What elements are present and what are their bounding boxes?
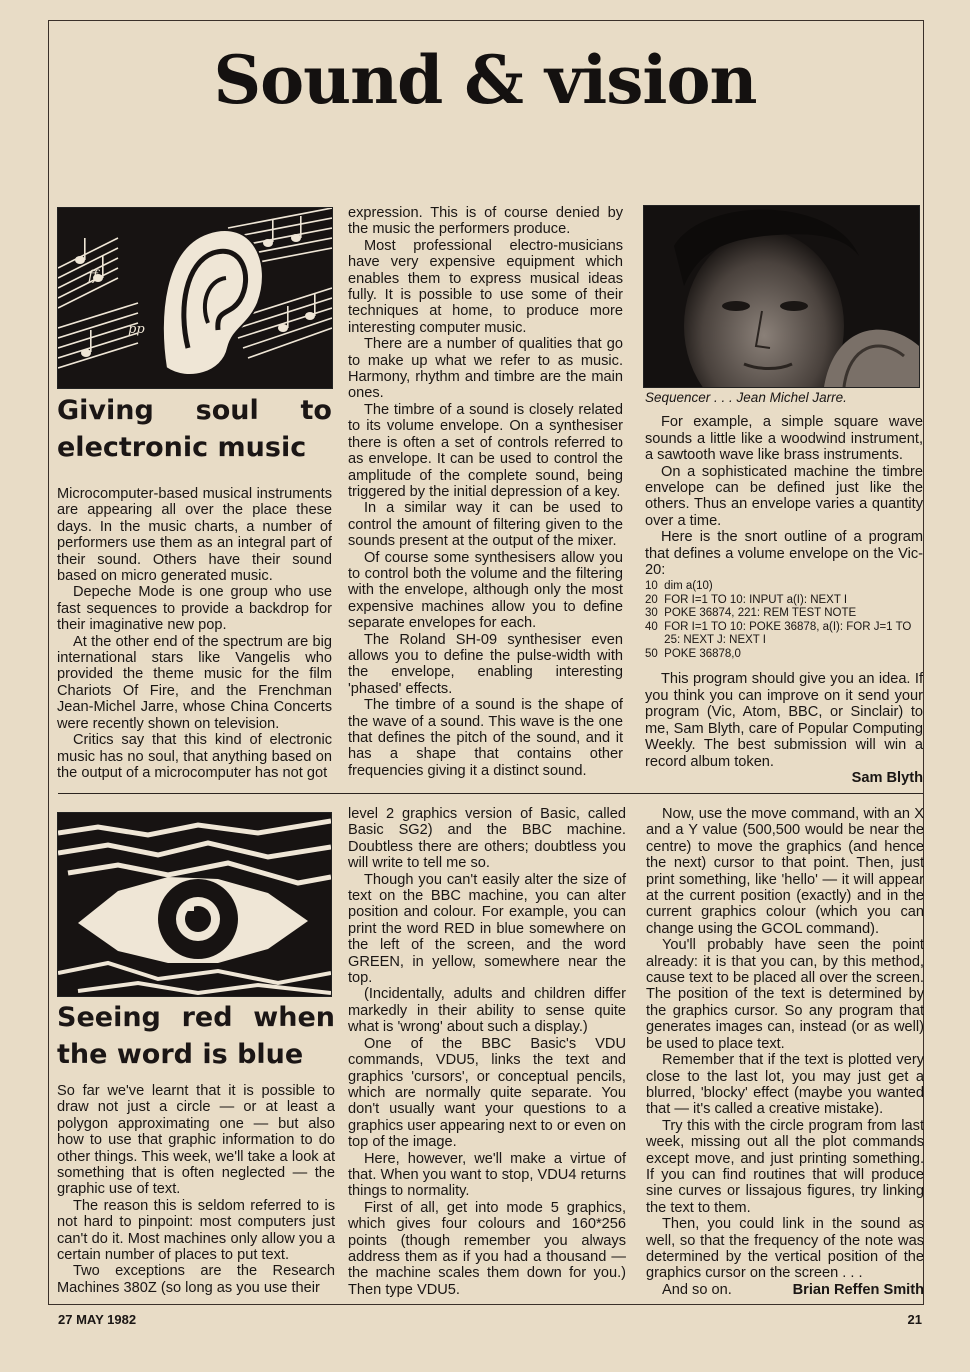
- paragraph: So far we've learnt that it is possible to draw not just a circle — or at least a polygon approximating one — but also how to use that graphic information to do other things. This week, we'll take a look at something that is often neglected — the graphic use of text.: [57, 1083, 335, 1198]
- article1-headline: Giving soul to electronic music: [57, 395, 332, 463]
- paragraph: The timbre of a sound is the shape of the wave of a sound. This wave is the one that defines the pitch of the sound, and it has a shape that contains other frequencies giving it a distinct sound.: [348, 697, 623, 779]
- footer-date: 27 MAY 1982: [58, 1312, 137, 1327]
- ear-illustration: [57, 207, 333, 389]
- paragraph: Try this with the circle program from last week, missing out all the plot commands except move, and just printing something. If you can find routines that will produce sine curves or lissajous figures, try linking the text to them.: [646, 1117, 924, 1216]
- eye-illustration: [57, 812, 332, 997]
- article2-headline: Seeing red when the word is blue: [57, 1002, 335, 1070]
- paragraph: (Incidentally, adults and children differ markedly in their ability to sense quite what is 'wrong' about such a display.): [348, 986, 626, 1036]
- paragraph: The Roland SH-09 synthesiser even allows you to define the pulse-width with the envelope, enabling interesting 'phased' effects.: [348, 631, 623, 697]
- article2-col1: [57, 999, 335, 1296]
- closing-line: [646, 1282, 924, 1298]
- code-line: 20 FOR I=1 TO 10: INPUT a(I): NEXT I: [645, 593, 848, 606]
- masthead-title: Sound & vision: [213, 41, 757, 119]
- portrait-photo: [643, 205, 920, 388]
- paragraph: Most professional electro-musicians have very expensive equipment which enables them to express musical ideas fully. It is possible to use some of their techniques at home, to produce more interesting computer music.: [348, 237, 623, 336]
- paragraph: level 2 graphics version of Basic, called Basic SG2) and the BBC machine. Doubtless there are others; doubtless you will write to tell me so.: [348, 806, 626, 872]
- paragraph: You'll probably have seen the point already: it is that you can, by this method, cause text to be placed all over the screen. The position of the text is determined by the graphics cursor. So any program that generates images can, instead (or as well) be used to place text.: [646, 937, 924, 1052]
- article2-col2: [348, 806, 626, 1298]
- code-line: 25: NEXT J: NEXT I: [645, 634, 767, 647]
- code-line: 40 FOR I=1 TO 10: POKE 36878, a(I): FOR J=1 TO: [645, 620, 912, 633]
- article1-col1: [57, 392, 332, 781]
- article2-col3: [646, 806, 924, 1298]
- paragraph: This program should give you an idea. If you think you can improve on it send your program (Vic, Atom, BBC, or Sinclair) to me, Sam Blyth, care of Popular Computing Weekly. The best submission will win a record album token.: [645, 671, 923, 770]
- paragraph: Critics say that this kind of electronic music has no soul, that anything based on the output of a microcomputer has not got: [57, 732, 332, 781]
- paragraph: On a sophisticated machine the timbre envelope can be defined just like the others. Thus an envelope varies a quantity over a time.: [645, 463, 923, 529]
- paragraph: There are a number of qualities that go to make up what we refer to as music. Harmony, rhythm and timbre are the main ones.: [348, 336, 623, 402]
- paragraph: The reason this is seldom referred to is not hard to pinpoint: most computers just can't do it. Most machines only allow you a certain number of places to put text.: [57, 1197, 335, 1264]
- photo-caption: Sequencer . . . Jean Michel Jarre.: [645, 390, 847, 405]
- paragraph: Then, you could link in the sound as well, so that the frequency of the note was determined by the vertical position of the graphics cursor on the screen . . .: [646, 1216, 924, 1282]
- code-listing: [645, 580, 923, 661]
- paragraph: Now, use the move command, with an X and a Y value (500,500 would be near the centre) to move the graphics (and hence the next) cursor to that point. Then, just print something, like 'hello' — it will appear at the current position (exactly) and in the current graphics colour (which you can change using the GCOL command).: [646, 806, 924, 937]
- byline: Sam Blyth: [851, 769, 923, 786]
- code-line: 30 POKE 36874, 221: REM TEST NOTE: [645, 607, 857, 620]
- paragraph: Two exceptions are the Research Machines 380Z (so long as you use their: [57, 1263, 335, 1296]
- svg-text:pp: pp: [128, 322, 145, 337]
- byline: Brian Reffen Smith: [792, 1281, 924, 1298]
- paragraph: At the other end of the spectrum are big international stars like Vangelis who provided the theme music for the film Chariots Of Fire, and the Frenchman Jean-Michel Jarre, whose China Concerts were recently shown on television.: [57, 633, 332, 732]
- paragraph: Though you can't easily alter the size of text on the BBC machine, you can alter position and colour. For example, you can print the word RED in blue somewhere on the left of the screen, and the word GREEN, in yellow, somewhere near the top.: [348, 871, 626, 987]
- paragraph: expression. This is of course denied by the music the performers produce.: [348, 205, 623, 238]
- paragraph: For example, a simple square wave sounds a little like a woodwind instrument, a sawtooth wave like brass instruments.: [645, 414, 923, 464]
- paragraph: Remember that if the text is plotted very close to the last lot, you may just get a blurred, 'blocky' effect (maybe you wanted that — it's called a creative mistake).: [646, 1052, 924, 1118]
- paragraph: Here, however, we'll make a virtue of that. When you want to stop, VDU4 returns things to normality.: [348, 1150, 626, 1200]
- paragraph: One of the BBC Basic's VDU commands, VDU5, links the text and graphics 'cursors', or conceptual pencils, which are normally quite separate. You don't usually want your questions to a graphics user appearing next to or even on top of the image.: [348, 1035, 626, 1151]
- paragraph: In a similar way it can be used to control the amount of filtering given to the sounds present at the output of the mixer.: [348, 500, 623, 550]
- section-divider: [58, 793, 923, 794]
- article1-col2: [348, 205, 623, 779]
- paragraph: Depeche Mode is one group who use fast sequences to provide a backdrop for their imaginative new pop.: [57, 584, 332, 634]
- page-number: 21: [907, 1312, 922, 1327]
- paragraph: First of all, get into mode 5 graphics, which gives four colours and 160*256 points (though remember you always address them as if you had a thousand — the machine scales them down for you.) Then type VDU5.: [348, 1199, 626, 1298]
- paragraph: The timbre of a sound is closely related to its volume envelope. On a synthesiser there is often a set of controls referred to as envelope. It can be used to control the amplitude of the complete sound, being triggered by the initial depression of a key.: [348, 401, 623, 500]
- svg-text:ff: ff: [88, 268, 98, 284]
- paragraph: Of course some synthesisers allow you to control both the volume and the filtering with the envelope, although only the most expensive machines allow you to define separate envelopes for each.: [348, 549, 623, 632]
- closing-text: And so on.: [662, 1281, 732, 1298]
- code-line: 50 POKE 36878,0: [645, 647, 741, 660]
- article1-col3: [645, 390, 923, 786]
- code-line: 10 dim a(10): [645, 580, 713, 593]
- paragraph: Microcomputer-based musical instruments are appearing all over the place these days. In the music charts, a number of performers use them as an integral part of their sound. Others have their sound based on micro generated music.: [57, 486, 332, 585]
- paragraph: Here is the snort outline of a program that defines a volume envelope on the Vic-20:: [645, 529, 923, 579]
